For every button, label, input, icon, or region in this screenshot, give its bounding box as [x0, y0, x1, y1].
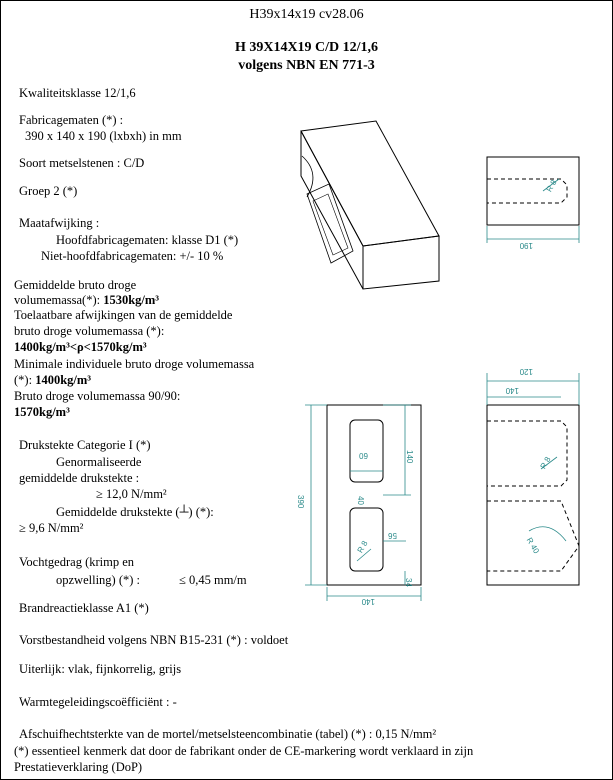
- maatafwijking-hoofd: Hoofdfabricagematen: klasse D1 (*): [56, 233, 239, 247]
- druksterkte-gemiddelde-2: Gemiddelde drukstekte (┴) (*):: [56, 505, 214, 519]
- title-line-2: volgens NBN EN 771-3: [238, 58, 375, 73]
- druksterkte-value-2: ≥ 9,6 N/mm²: [19, 521, 84, 535]
- product-code: H39x14x19 cv28.06: [249, 7, 364, 22]
- bruto-9090-value: 1570kg/m³: [14, 405, 70, 419]
- volumemassa-label: volumemassa(*):: [14, 293, 104, 307]
- minimale-value: 1400kg/m³: [35, 373, 92, 387]
- soort-metselstenen: Soort metselstenen : C/D: [19, 156, 145, 170]
- dim-120-label: 120: [519, 367, 533, 376]
- section-view-block: [487, 405, 579, 585]
- vochtgedrag-line-2: opzwelling) (*) :: [56, 573, 141, 587]
- brandreactieklasse: Brandreactieklasse A1 (*): [19, 601, 149, 615]
- dim-40-label: 40: [356, 496, 365, 505]
- dim-r8-side-label: R 8: [544, 178, 559, 194]
- footnote-line-1: (*) essentieel kenmerk dat door de fabrikant onder de CE-markering wordt verklaard in zijn: [14, 744, 474, 758]
- dim-60-label: 60: [359, 451, 368, 460]
- druksterkte-value-1: ≥ 12,0 N/mm²: [96, 487, 167, 501]
- minimale-line-1: Minimale individuele bruto droge volumemassa: [14, 357, 255, 371]
- afschuifhechtsterkte: Afschuifhechtsterkte van de mortel/metselsteencombinatie (tabel) (*) : 0,15 N/mm²: [19, 727, 437, 741]
- dim-390-label: 390: [296, 495, 305, 509]
- dim-140-bottom-label: 140: [361, 597, 375, 606]
- dim-r40-label: R 40: [524, 536, 541, 556]
- kwaliteitsklasse: Kwaliteitsklasse 12/1,6: [19, 86, 136, 100]
- toelaatbare-line-1: Toelaatbare afwijkingen van de gemiddelde: [14, 308, 233, 322]
- druksterkte-gemiddelde: gemiddelde drukstekte :: [19, 471, 140, 485]
- maatafwijking-label: Maatafwijking :: [19, 216, 100, 230]
- technical-drawing: [1, 1, 612, 779]
- toelaatbare-line-2: bruto droge volumemassa (*):: [14, 324, 165, 338]
- warmtegeleiding: Warmtegeleidingscoëfficiënt : -: [19, 695, 177, 709]
- druksterkte-genormaliseerde: Genormaliseerde: [56, 455, 142, 469]
- fabricagematen-label: Fabricagematen (*) :: [19, 113, 124, 127]
- druksterkte-categorie: Drukstekte Categorie I (*): [19, 438, 151, 452]
- dim-r8-section-label: R 8: [538, 455, 553, 471]
- dim-56-label: 56: [388, 531, 397, 540]
- maatafwijking-niet: Niet-hoofdfabricagematen: +/- 10 %: [41, 249, 224, 263]
- side-view-block: [487, 157, 579, 225]
- vochtgedrag-line-1: Vochtgedrag (krimp en: [19, 555, 135, 569]
- volumemassa-value: 1530kg/m³: [103, 293, 160, 307]
- vorstbestandheid: Vorstbestandheid volgens NBN B15-231 (*) : voldoet: [19, 633, 289, 647]
- toelaatbare-value: 1400kg/m³<ρ<1570kg/m³: [14, 340, 147, 354]
- bruto-9090-label: Bruto droge volumemassa 90/90:: [14, 389, 181, 403]
- vochtgedrag-value: ≤ 0,45 mm/m: [179, 573, 247, 587]
- uiterlijk: Uiterlijk: vlak, fijnkorrelig, grijs: [19, 662, 182, 676]
- dim-190-label: 190: [519, 241, 533, 250]
- dim-140-plan-label: 140: [405, 450, 414, 464]
- title-line-1: H 39X14X19 C/D 12/1,6: [234, 40, 379, 55]
- footnote-line-2: Prestatieverklaring (DoP): [14, 760, 143, 774]
- volumemassa-line-1: Gemiddelde bruto droge: [14, 278, 137, 292]
- minimale-label: (*):: [14, 373, 36, 387]
- groep: Groep 2 (*): [19, 184, 78, 198]
- dim-34-label: 34: [404, 578, 413, 587]
- isometric-block-view: [301, 121, 439, 289]
- dim-140-top-label: 140: [505, 386, 519, 395]
- fabricagematen-value: 390 x 140 x 190 (lxbxh) in mm: [25, 129, 182, 143]
- dim-r8-plan-label: R 8: [355, 539, 370, 555]
